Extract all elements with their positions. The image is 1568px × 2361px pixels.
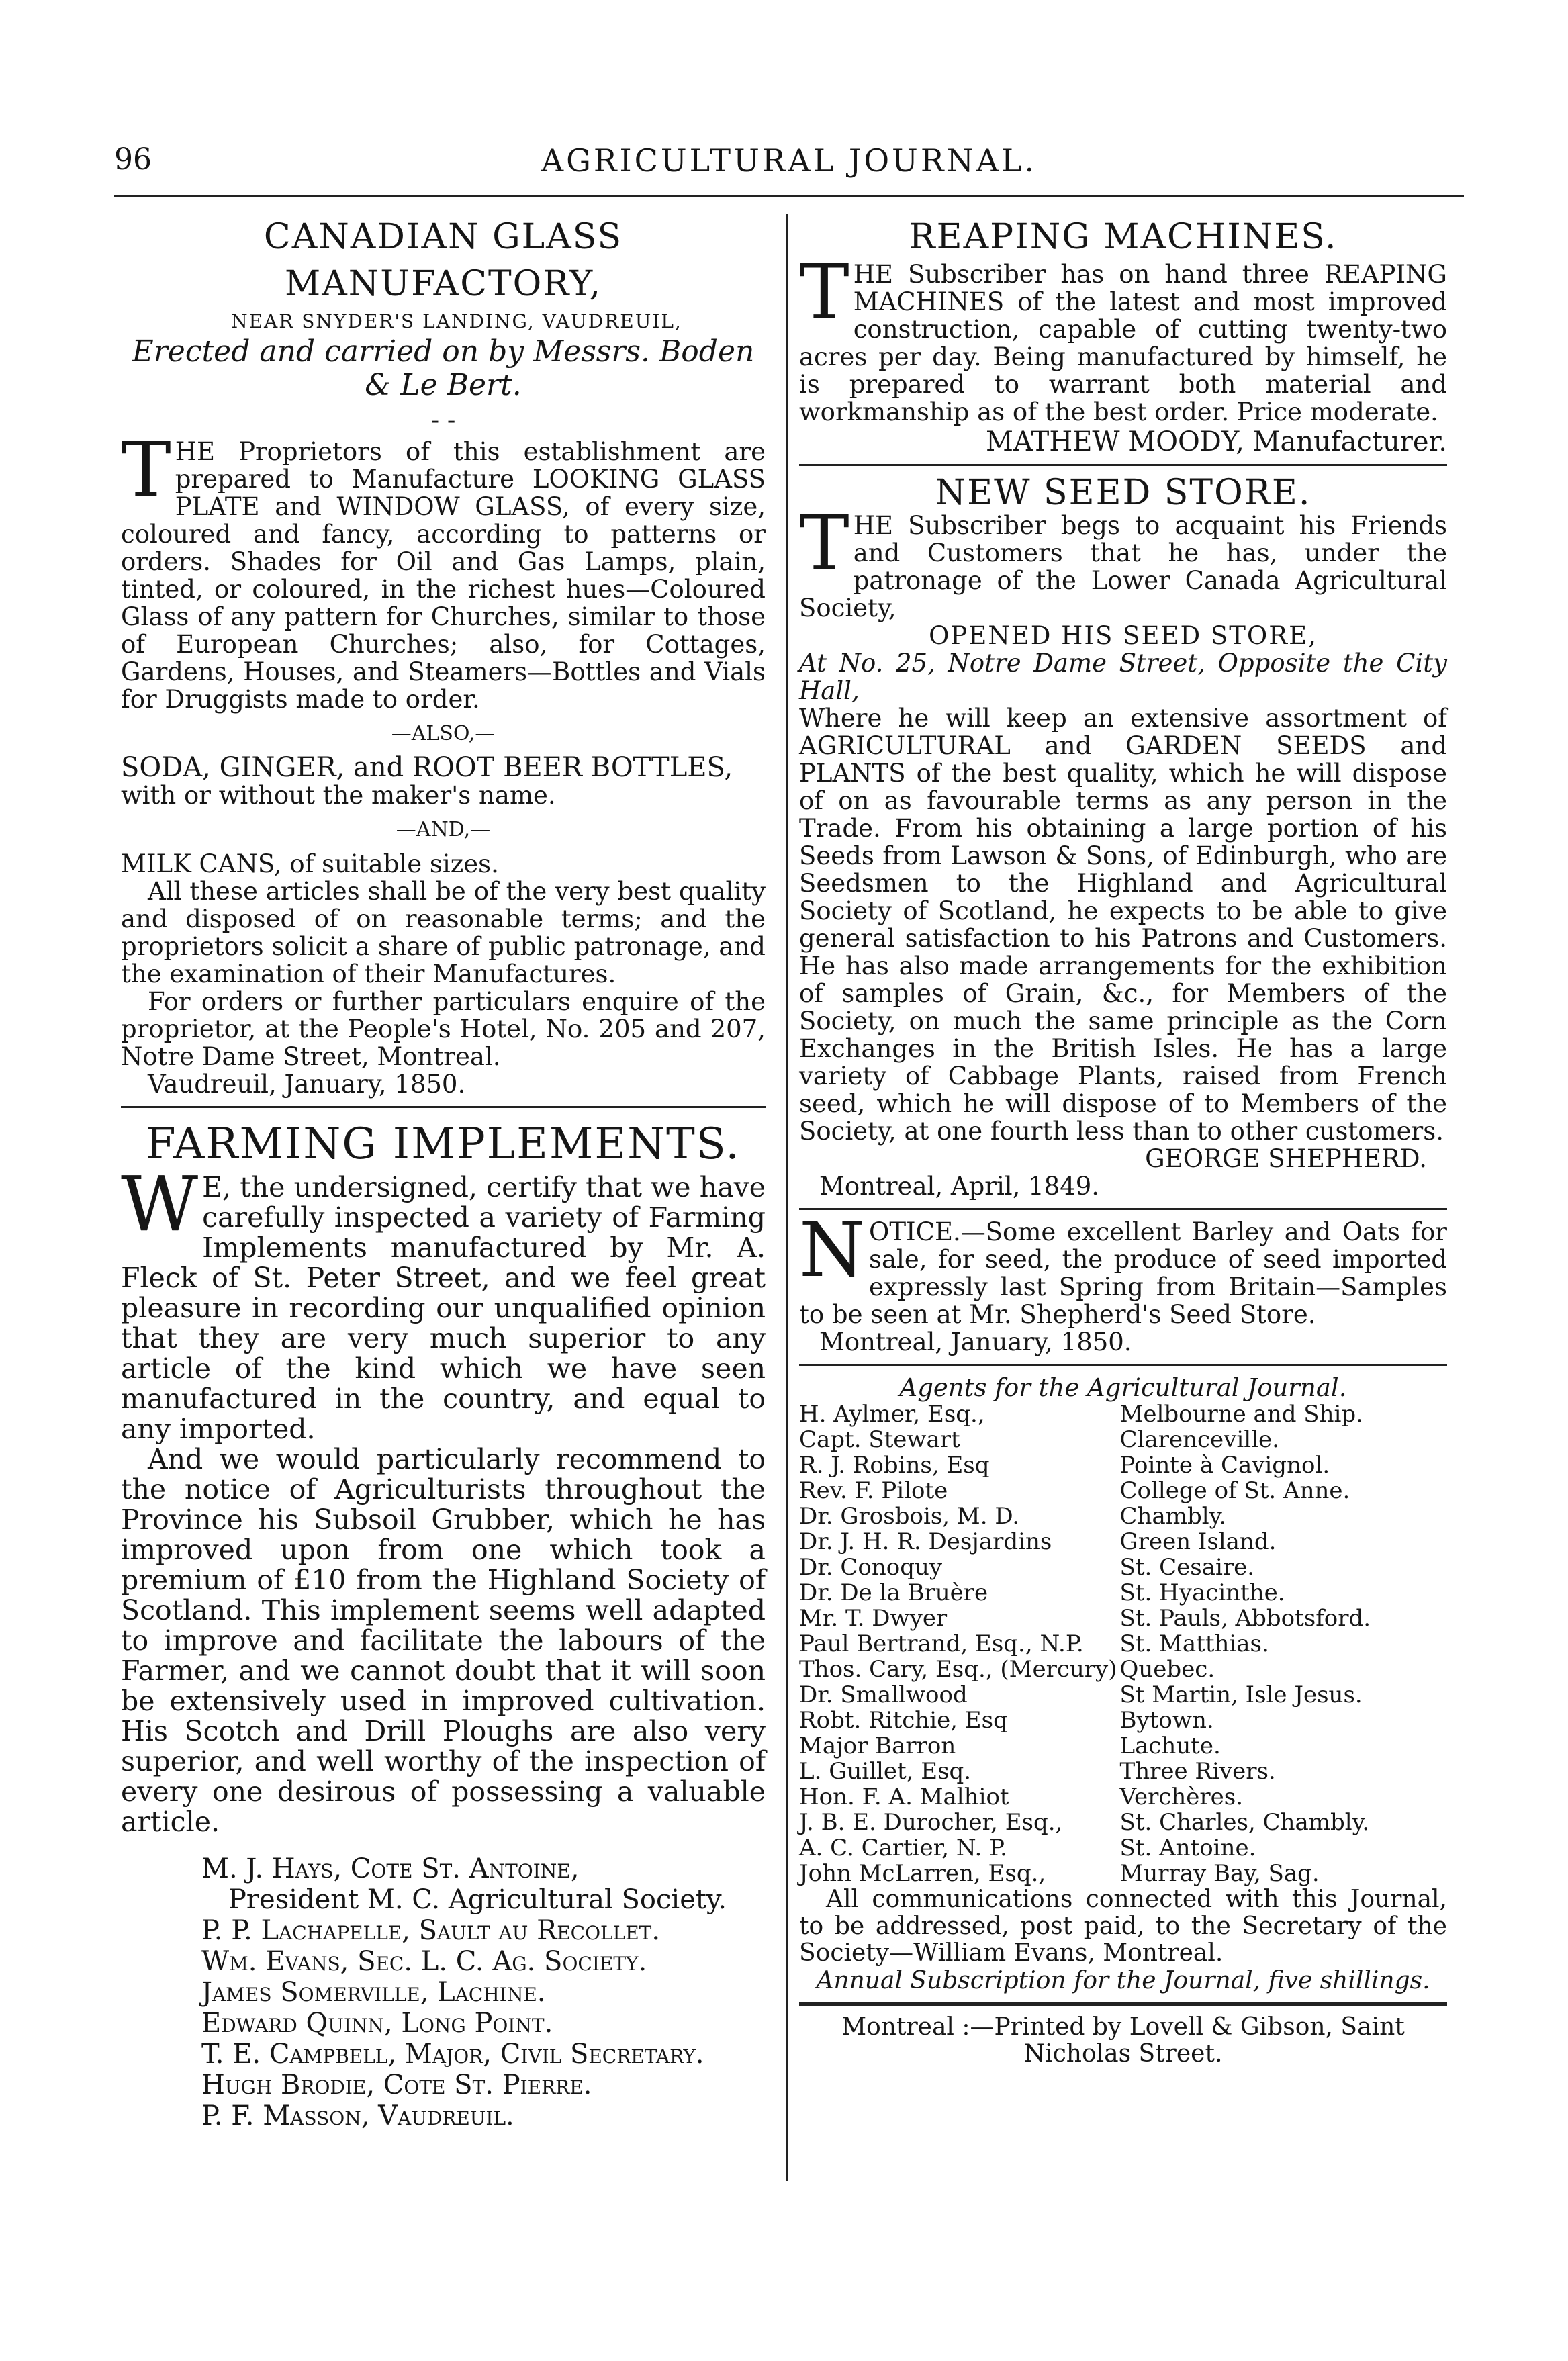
- agent-place: Three Rivers.: [1119, 1758, 1276, 1785]
- agent-name: J. B. E. Durocher, Esq.,: [799, 1809, 1063, 1836]
- seed-title: NEW SEED STORE.: [935, 473, 1311, 513]
- notice-date: Montreal, January, 1850.: [819, 1328, 1132, 1356]
- glass-soda: SODA, GINGER, and ROOT BEER BOTTLES,: [121, 752, 733, 783]
- agent-place: St. Cesaire.: [1119, 1554, 1255, 1581]
- glass-and: —AND,—: [396, 818, 491, 841]
- seed-address: At No. 25, Notre Dame Street, Opposite the City Hall,: [799, 649, 1447, 705]
- agent-name: Capt. Stewart: [799, 1426, 960, 1453]
- agent-place: Verchères.: [1119, 1784, 1244, 1810]
- agent-place: Clarenceville.: [1119, 1426, 1279, 1453]
- header-rule: [114, 195, 1464, 197]
- glass-date: Vaudreuil, January, 1850.: [148, 1070, 466, 1099]
- signature-line: Wm. Evans, Sec. L. C. Ag. Society.: [201, 1946, 647, 1977]
- reaping-title: REAPING MACHINES.: [909, 217, 1338, 257]
- agents-list: [799, 1401, 1447, 1886]
- agent-name: Dr. J. H. R. Desjardins: [799, 1528, 1052, 1555]
- glass-ornament: - -: [430, 406, 456, 434]
- running-header: [114, 142, 1464, 183]
- farming-paragraph-2: And we would particularly recommend to the notice of Agriculturists throughout the Province his Subsoil Grubber, which he has improved upon from one which took a premium of £10 from the Highland Society of Scotland. This implement seems well adapted to improve and facilitate the labours of the Farmer, and we cannot doubt that it will soon be extensively used in improved cultivation. His Scotch and Drill Ploughs are also very superior, and well worthy of the inspection of every one desirous of possessing a valuable article.: [121, 1443, 766, 1838]
- left-separator: [121, 1106, 766, 1108]
- signature-line: Edward Quinn, Long Point.: [201, 2008, 553, 2039]
- glass-paragraph-2: All these articles shall be of the very best quality and disposed of on reasonable terms; and the proprietors solicit a share of public patronage, and the examination of their Manufactures.: [121, 877, 766, 988]
- agent-name: Dr. Smallwood: [799, 1681, 968, 1708]
- reaping-signature: MATHEW MOODY, Manufacturer.: [986, 426, 1447, 457]
- agent-place: St. Matthias.: [1119, 1630, 1269, 1657]
- signature-line: President M. C. Agricultural Society.: [228, 1884, 727, 1915]
- reaping-paragraph: THE Subscriber has on hand three REAPING MACHINES of the latest and most improved construction, capable of cutting twenty-two acres per day. Being manufactured by himself, he is prepared to warrant both material and workmanship as of the best order. Price moderate.: [799, 249, 1447, 426]
- agent-name: Rev. F. Pilote: [799, 1477, 948, 1504]
- glass-erected: Erected and carried on by Messrs. Boden & Le Bert.: [132, 334, 755, 402]
- agent-place: St. Pauls, Abbotsford.: [1119, 1605, 1371, 1632]
- right-column: [799, 214, 1447, 2068]
- seed-date: Montreal, April, 1849.: [819, 1172, 1100, 1201]
- signature-line: T. E. Campbell, Major, Civil Secretary.: [201, 2039, 704, 2070]
- agent-name: Major Barron: [799, 1732, 956, 1759]
- agent-name: H. Aylmer, Esq.,: [799, 1401, 985, 1428]
- farming-paragraph-1: WE, the undersigned, certify that we have carefully inspected a variety of Farming Implements manufactured by Mr. A. Fleck of St. Peter Street, and we feel great pleasure in recording our unqualified opinion that they are very much superior to any article of the kind which we have seen manufactured in the country, and equal to any imported.: [121, 1161, 766, 1445]
- agents-title: Agents for the Agricultural Journal.: [899, 1373, 1347, 1402]
- signature-line: P. F. Masson, Vaudreuil.: [201, 2100, 514, 2131]
- agent-place: Murray Bay, Sag.: [1119, 1860, 1320, 1887]
- right-separator-1: [799, 464, 1447, 466]
- agent-place: Melbourne and Ship.: [1119, 1401, 1363, 1428]
- agent-place: St. Antoine.: [1119, 1835, 1256, 1861]
- agent-name: Dr. Conoquy: [799, 1554, 943, 1581]
- agent-place: Green Island.: [1119, 1528, 1277, 1555]
- glass-soda-2: with or without the maker's name.: [121, 781, 556, 810]
- agent-name: A. C. Cartier, N. P.: [799, 1835, 1007, 1861]
- glass-paragraph-1: THE Proprietors of this establishment are prepared to Manufacture LOOKING GLASS PLATE and WINDOW GLASS, of every size, coloured and fancy, according to patterns or orders. Shades for Oil and Gas Lamps, plain, tinted, or coloured, in the richest hues—Coloured Glass of any pattern for Churches, similar to those of European Churches; also, for Cottages, Gardens, Houses, and Steamers—Bottles and Vials for Druggists made to order.: [121, 426, 766, 714]
- agent-name: Paul Bertrand, Esq., N.P.: [799, 1630, 1084, 1657]
- agent-place: St. Charles, Chambly.: [1119, 1809, 1370, 1836]
- agent-place: Quebec.: [1119, 1656, 1215, 1683]
- signature-line: James Somerville, Lachine.: [201, 1977, 546, 2008]
- imprint: Montreal :—Printed by Lovell & Gibson, Saint Nicholas Street.: [841, 2013, 1405, 2068]
- agent-name: Robt. Ritchie, Esq: [799, 1707, 1008, 1734]
- glass-paragraph-3: For orders or further particulars enquire of the proprietor, at the People's Hotel, No. 205 and 207, Notre Dame Street, Montreal.: [121, 987, 766, 1071]
- agent-place: St Martin, Isle Jesus.: [1119, 1681, 1363, 1708]
- column-divider: [786, 214, 788, 2181]
- agents-note: All communications connected with this Journal, to be addressed, post paid, to the Secretary of the Society—William Evans, Montreal.: [799, 1886, 1447, 1967]
- agent-name: Dr. Grosbois, M. D.: [799, 1503, 1020, 1530]
- agent-name: L. Guillet, Esq.: [799, 1758, 972, 1785]
- right-separator-2: [799, 1208, 1447, 1210]
- agent-name: Thos. Cary, Esq., (Mercury): [799, 1656, 1117, 1683]
- agent-place: Bytown.: [1119, 1707, 1214, 1734]
- glass-subtitle: NEAR SNYDER'S LANDING, VAUDREUIL,: [231, 310, 682, 332]
- agent-name: Mr. T. Dwyer: [799, 1605, 948, 1632]
- seed-paragraph-2: Where he will keep an extensive assortment of AGRICULTURAL and GARDEN SEEDS and PLANTS of the best quality, which he will dispose of on as favourable terms as any person in the Trade. From his obtaining a large portion of his Seeds from Lawson & Sons, of Edinburgh, who are Seedsmen to the Highland and Agricultural Society of Scotland, he expects to be able to give general satisfaction to his Patrons and Customers. He has also made arrangements for the exhibition of samples of Grain, &c., for Members of the Society, on much the same principle as the Corn Exchanges in the British Isles. He has a large variety of Cabbage Plants, raised from French seed, which he will dispose of to Members of the Society, at one fourth less than to other customers.: [799, 704, 1447, 1146]
- agent-place: Pointe à Cavignol.: [1119, 1452, 1330, 1479]
- notice-paragraph: NOTICE.—Some excellent Barley and Oats for sale, for seed, the produce of seed imported expressly last Spring from Britain—Samples to be seen at Mr. Shepherd's Seed Store.: [799, 1207, 1447, 1329]
- signature-line: P. P. Lachapelle, Sault au Recollet.: [201, 1915, 661, 1946]
- signature-line: Hugh Brodie, Cote St. Pierre.: [201, 2070, 592, 2100]
- seed-signature: GEORGE SHEPHERD.: [1145, 1144, 1427, 1173]
- right-separator-3: [799, 1364, 1447, 1366]
- signature-line: M. J. Hays, Cote St. Antoine,: [201, 1853, 580, 1884]
- glass-also: —ALSO,—: [391, 722, 496, 745]
- agent-name: R. J. Robins, Esq: [799, 1452, 990, 1479]
- agent-place: St. Hyacinthe.: [1119, 1579, 1285, 1606]
- seed-opened: OPENED HIS SEED STORE,: [929, 621, 1318, 650]
- agent-place: Lachute.: [1119, 1732, 1221, 1759]
- glass-milk: MILK CANS, of suitable sizes.: [121, 849, 499, 878]
- running-title: AGRICULTURAL JOURNAL.: [541, 142, 1037, 179]
- agent-name: Hon. F. A. Malhiot: [799, 1784, 1009, 1810]
- right-separator-4: [799, 2002, 1447, 2006]
- agent-place: Chambly.: [1119, 1503, 1227, 1530]
- glass-title: CANADIAN GLASS MANUFACTORY,: [263, 217, 623, 304]
- agent-name: John McLarren, Esq.,: [799, 1860, 1046, 1887]
- agent-place: College of St. Anne.: [1119, 1477, 1350, 1504]
- seed-paragraph-1: THE Subscriber begs to acquaint his Friends and Customers that he has, under the patronage of the Lower Canada Agricultural Society,: [799, 500, 1447, 622]
- page-number: 96: [114, 142, 152, 177]
- left-column: [121, 214, 766, 2131]
- subscription-line: Annual Subscription for the Journal, five shillings.: [816, 1967, 1430, 1994]
- farming-title: FARMING IMPLEMENTS.: [146, 1119, 741, 1169]
- agent-name: Dr. De la Bruère: [799, 1579, 988, 1606]
